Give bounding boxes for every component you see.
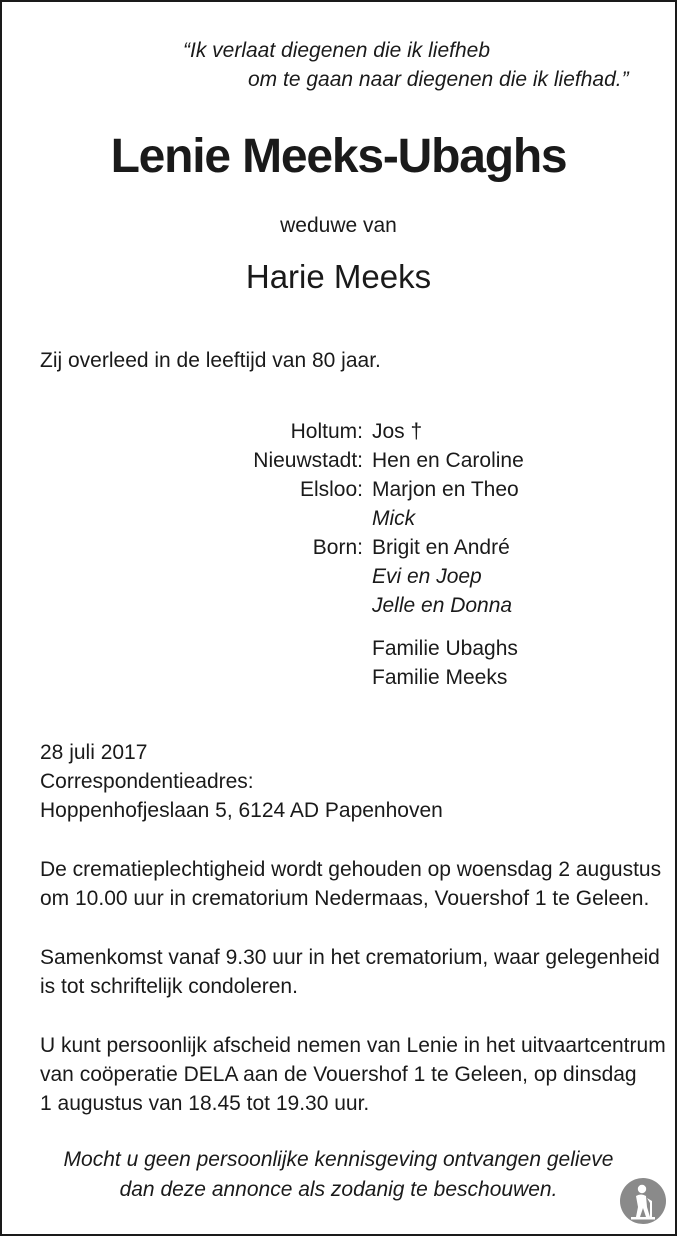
farewell-paragraph-line: U kunt persoonlijk afscheid nemen van Lenie in het uitvaartcentrum	[40, 1034, 666, 1057]
age-statement: Zij overleed in de leeftijd van 80 jaar.	[40, 349, 381, 372]
closing-line-1: Mocht u geen persoonlijke kennisgeving ontvangen gelieve	[63, 1148, 614, 1171]
notice-date: 28 juli 2017	[40, 741, 148, 764]
family-place: Born:	[312, 536, 363, 559]
gathering-paragraph-line: is tot schriftelijk condoleren.	[40, 975, 298, 998]
farewell-paragraph-line: van coöperatie DELA aan de Vouershof 1 te Geleen, op dinsdag	[40, 1063, 637, 1086]
quote-line-1: “Ik verlaat diegenen die ik liefheb	[183, 39, 491, 62]
family-names: Marjon en Theo	[372, 478, 519, 501]
partner-name: Harie Meeks	[245, 258, 432, 295]
farewell-paragraph-line: 1 augustus van 18.45 tot 19.30 uur.	[40, 1092, 370, 1115]
family-child: Mick	[372, 507, 416, 530]
gathering-paragraph-line: Samenkomst vanaf 9.30 uur in het crematorium, waar gelegenheid	[40, 946, 660, 969]
family-place: Elsloo:	[299, 478, 363, 501]
family-place: Nieuwstadt:	[253, 449, 363, 472]
family-names: Hen en Caroline	[372, 449, 524, 472]
ceremony-paragraph-line: om 10.00 uur in crematorium Nedermaas, Vouershof 1 te Geleen.	[40, 887, 650, 910]
family-surname-group: Familie Meeks	[372, 666, 508, 689]
closing-notice	[2, 1145, 675, 1205]
family-child: Evi en Joep	[372, 565, 482, 588]
relation-label: weduwe van	[280, 214, 397, 237]
family-surname-group: Familie Ubaghs	[372, 637, 518, 660]
family-place: Holtum:	[290, 420, 363, 443]
family-child: Jelle en Donna	[372, 594, 513, 617]
closing-line-2: dan deze annonce als zodanig te beschouwen.	[119, 1178, 558, 1201]
deceased-name: Lenie Meeks-Ubaghs	[110, 130, 567, 183]
family-names: Jos †	[372, 420, 423, 443]
correspondence-address: Hoppenhofjeslaan 5, 6124 AD Papenhoven	[40, 799, 443, 822]
correspondence-label: Correspondentieadres:	[40, 770, 254, 793]
quote-line-2: om te gaan naar diegenen die ik liefhad.”	[248, 68, 629, 91]
family-names: Brigit en André	[372, 536, 510, 559]
ceremony-paragraph-line: De crematieplechtigheid wordt gehouden op woensdag 2 augustus	[40, 858, 662, 881]
mourning-figure-logo-icon	[619, 1177, 667, 1225]
